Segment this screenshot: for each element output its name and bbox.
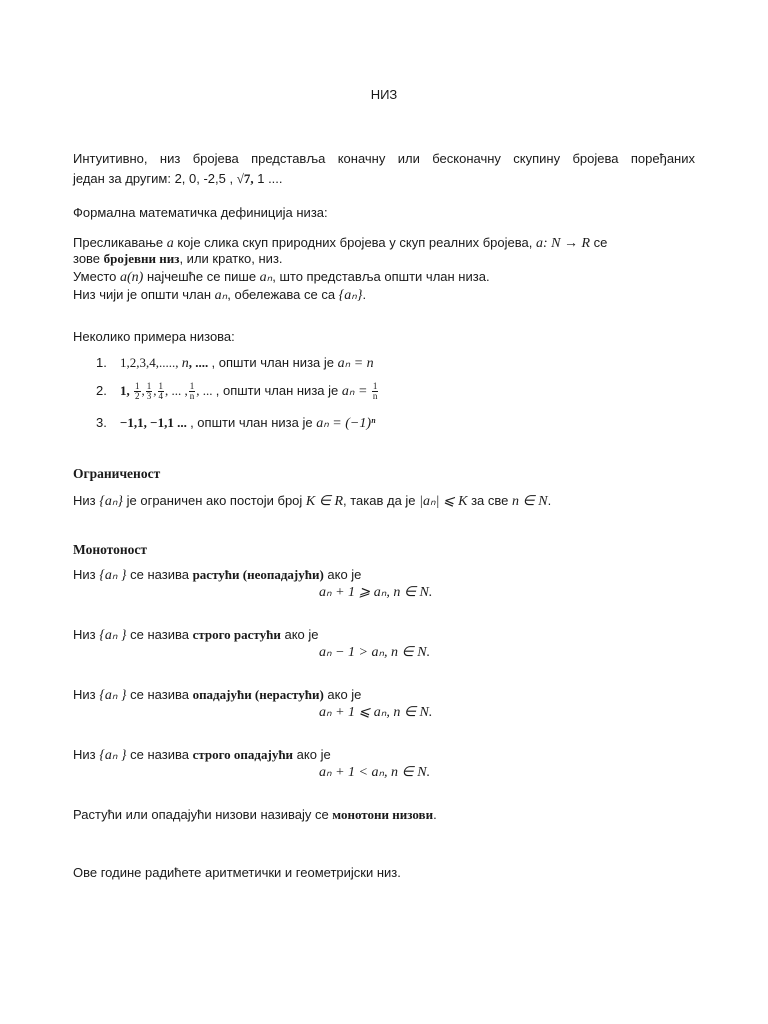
intro-ellipsis: 1 .... [253, 171, 283, 186]
math-inequality: |aₙ| ⩽ K [419, 494, 468, 509]
formula-increasing: aₙ + 1 ⩾ aₙ, n ∈ N. [319, 585, 433, 600]
text: , такав да је [343, 493, 420, 508]
text: . [547, 493, 552, 508]
term-decreasing: опадајући (нерастући) [192, 687, 324, 702]
denominator: n [189, 391, 195, 402]
math-set-a-n: {aₙ } [99, 688, 127, 703]
math-a-of-n: a(n) [120, 270, 144, 285]
text: се назива [126, 627, 193, 642]
definition-line-3 [73, 268, 490, 287]
text: ако је [280, 627, 319, 642]
text: најчешће се пише [143, 269, 260, 284]
numerator: 1 [135, 381, 140, 392]
text: се назива [126, 687, 193, 702]
text: Низ [73, 493, 100, 508]
numerator: 1 [146, 381, 152, 392]
text: , општи члан низа је [215, 383, 342, 398]
text: за све [467, 493, 513, 508]
formula-strictly-increasing: aₙ − 1 > aₙ, n ∈ N. [319, 645, 431, 660]
text: је ограничен ако постоји број [123, 493, 306, 508]
fraction [372, 382, 379, 401]
monotonicity-heading: Монотоност [73, 542, 148, 557]
fraction [134, 382, 141, 401]
numerator: 1 [372, 381, 378, 392]
numerator: 1 [189, 381, 195, 392]
text: Низ [73, 687, 100, 702]
intro-text: један за другим: 2, 0, -2,5 , [73, 171, 237, 186]
text: , општи члан низа је [190, 415, 317, 430]
sequence-ellipsis: , .... [188, 355, 212, 370]
formula-strictly-decreasing: aₙ + 1 < aₙ, n ∈ N. [319, 765, 431, 780]
math-n: n [181, 356, 189, 371]
formula-decreasing: aₙ + 1 ⩽ aₙ, n ∈ N. [319, 705, 433, 720]
text: . [433, 807, 437, 822]
sequence: 1, [120, 383, 133, 398]
sqrt-seven: √7, [236, 171, 254, 186]
denominator: n [372, 391, 378, 402]
term-monotone-sequences: монотони низови [332, 807, 434, 822]
text: ако је [293, 747, 331, 762]
math-k-in-r: K ∈ R [305, 494, 343, 509]
text: се [590, 235, 608, 250]
text: , или кратко, низ. [179, 251, 283, 266]
example-2: 2. 1, $\frac{1}{2}$ , $\frac{1}{3}$ , $\frac{1}{4}$ , ... , $\frac{1}{n}$ , ... , општи члан низа је aₙ = $\frac{1}{n}$ [96, 381, 378, 402]
fraction [146, 382, 153, 401]
math-set-a-n: {aₙ } [99, 628, 127, 643]
numerator: 1 [158, 381, 163, 392]
term-strictly-increasing: строго растући [192, 627, 281, 642]
math-n-in-n: n ∈ N [512, 494, 548, 509]
text: ако је [323, 687, 362, 702]
math-set-a-n: {aₙ } [99, 748, 127, 763]
math-a-n: aₙ [214, 288, 228, 303]
sequence: −1,1, −1,1 ... [120, 415, 191, 430]
sequence-ellipsis: , ... , [165, 383, 188, 398]
text: Пресликавање [73, 235, 167, 250]
fraction [189, 382, 196, 401]
list-number: 2. [96, 383, 107, 398]
text: Растући или опадајући низови називају се [73, 807, 333, 822]
formal-definition-heading: Формална математичка дефиниција низа: [73, 205, 328, 220]
text: се назива [126, 567, 193, 582]
sequence-ellipsis: , ... [196, 383, 216, 398]
definition-line-4 [73, 286, 366, 305]
denominator: 3 [146, 391, 152, 402]
text: , општи члан низа је [211, 355, 338, 370]
term-increasing: растући (неопадајући) [192, 567, 324, 582]
math-set-a-n: {aₙ } [99, 568, 127, 583]
general-term-formula: aₙ = n [337, 356, 374, 371]
examples-heading: Неколико примера низова: [73, 329, 235, 344]
math-a: a [166, 236, 174, 251]
sequence: 1,2,3,4,....., [120, 355, 182, 370]
boundedness-definition [73, 492, 551, 511]
definition-line-2 [73, 250, 283, 268]
example-3 [96, 414, 375, 433]
example-1 [96, 354, 374, 373]
text: зове [73, 251, 104, 266]
text: Низ [73, 627, 100, 642]
text: . [362, 287, 367, 302]
fraction [158, 382, 165, 401]
list-number: 3. [96, 415, 107, 430]
text: се назива [126, 747, 193, 762]
page-title: НИЗ [370, 87, 398, 102]
math-set-a-n: {aₙ} [338, 288, 363, 303]
denominator: 2 [135, 391, 140, 402]
monotone-item-2 [73, 626, 319, 645]
closing-note: Ове године радићете аритметички и геометријски низ. [73, 865, 401, 880]
monotone-summary [73, 806, 437, 824]
text: ако је [323, 567, 362, 582]
term-number-sequence: бројевни низ [103, 251, 180, 266]
text: Низ чији је општи члан [73, 287, 215, 302]
text: Уместо [73, 269, 120, 284]
intro-line-1: Интуитивно, низ бројева представља коначну или бесконачну скупину бројева поређаних [73, 151, 695, 166]
boundedness-heading: Ограниченост [73, 466, 161, 481]
math-set-a-n: {aₙ} [99, 494, 124, 509]
math-a-n: aₙ [259, 270, 273, 285]
intro-line-2 [73, 170, 283, 188]
list-number: 1. [96, 355, 107, 370]
text: Низ [73, 567, 100, 582]
general-term-formula: aₙ = [341, 384, 371, 399]
denominator: 4 [158, 391, 163, 402]
term-strictly-decreasing: строго опадајући [192, 747, 294, 762]
text: , што представља општи члан низа. [272, 269, 490, 284]
text: које слика скуп природних бројева у скуп реалних бројева, [173, 235, 536, 250]
general-term-formula: aₙ = (−1)ⁿ [316, 416, 376, 431]
monotone-item-3 [73, 686, 361, 705]
text: , обележава се са [227, 287, 339, 302]
math-mapping: a: N → R [535, 236, 590, 251]
monotone-item-4 [73, 746, 331, 765]
text: Низ [73, 747, 100, 762]
monotone-item-1 [73, 566, 361, 585]
